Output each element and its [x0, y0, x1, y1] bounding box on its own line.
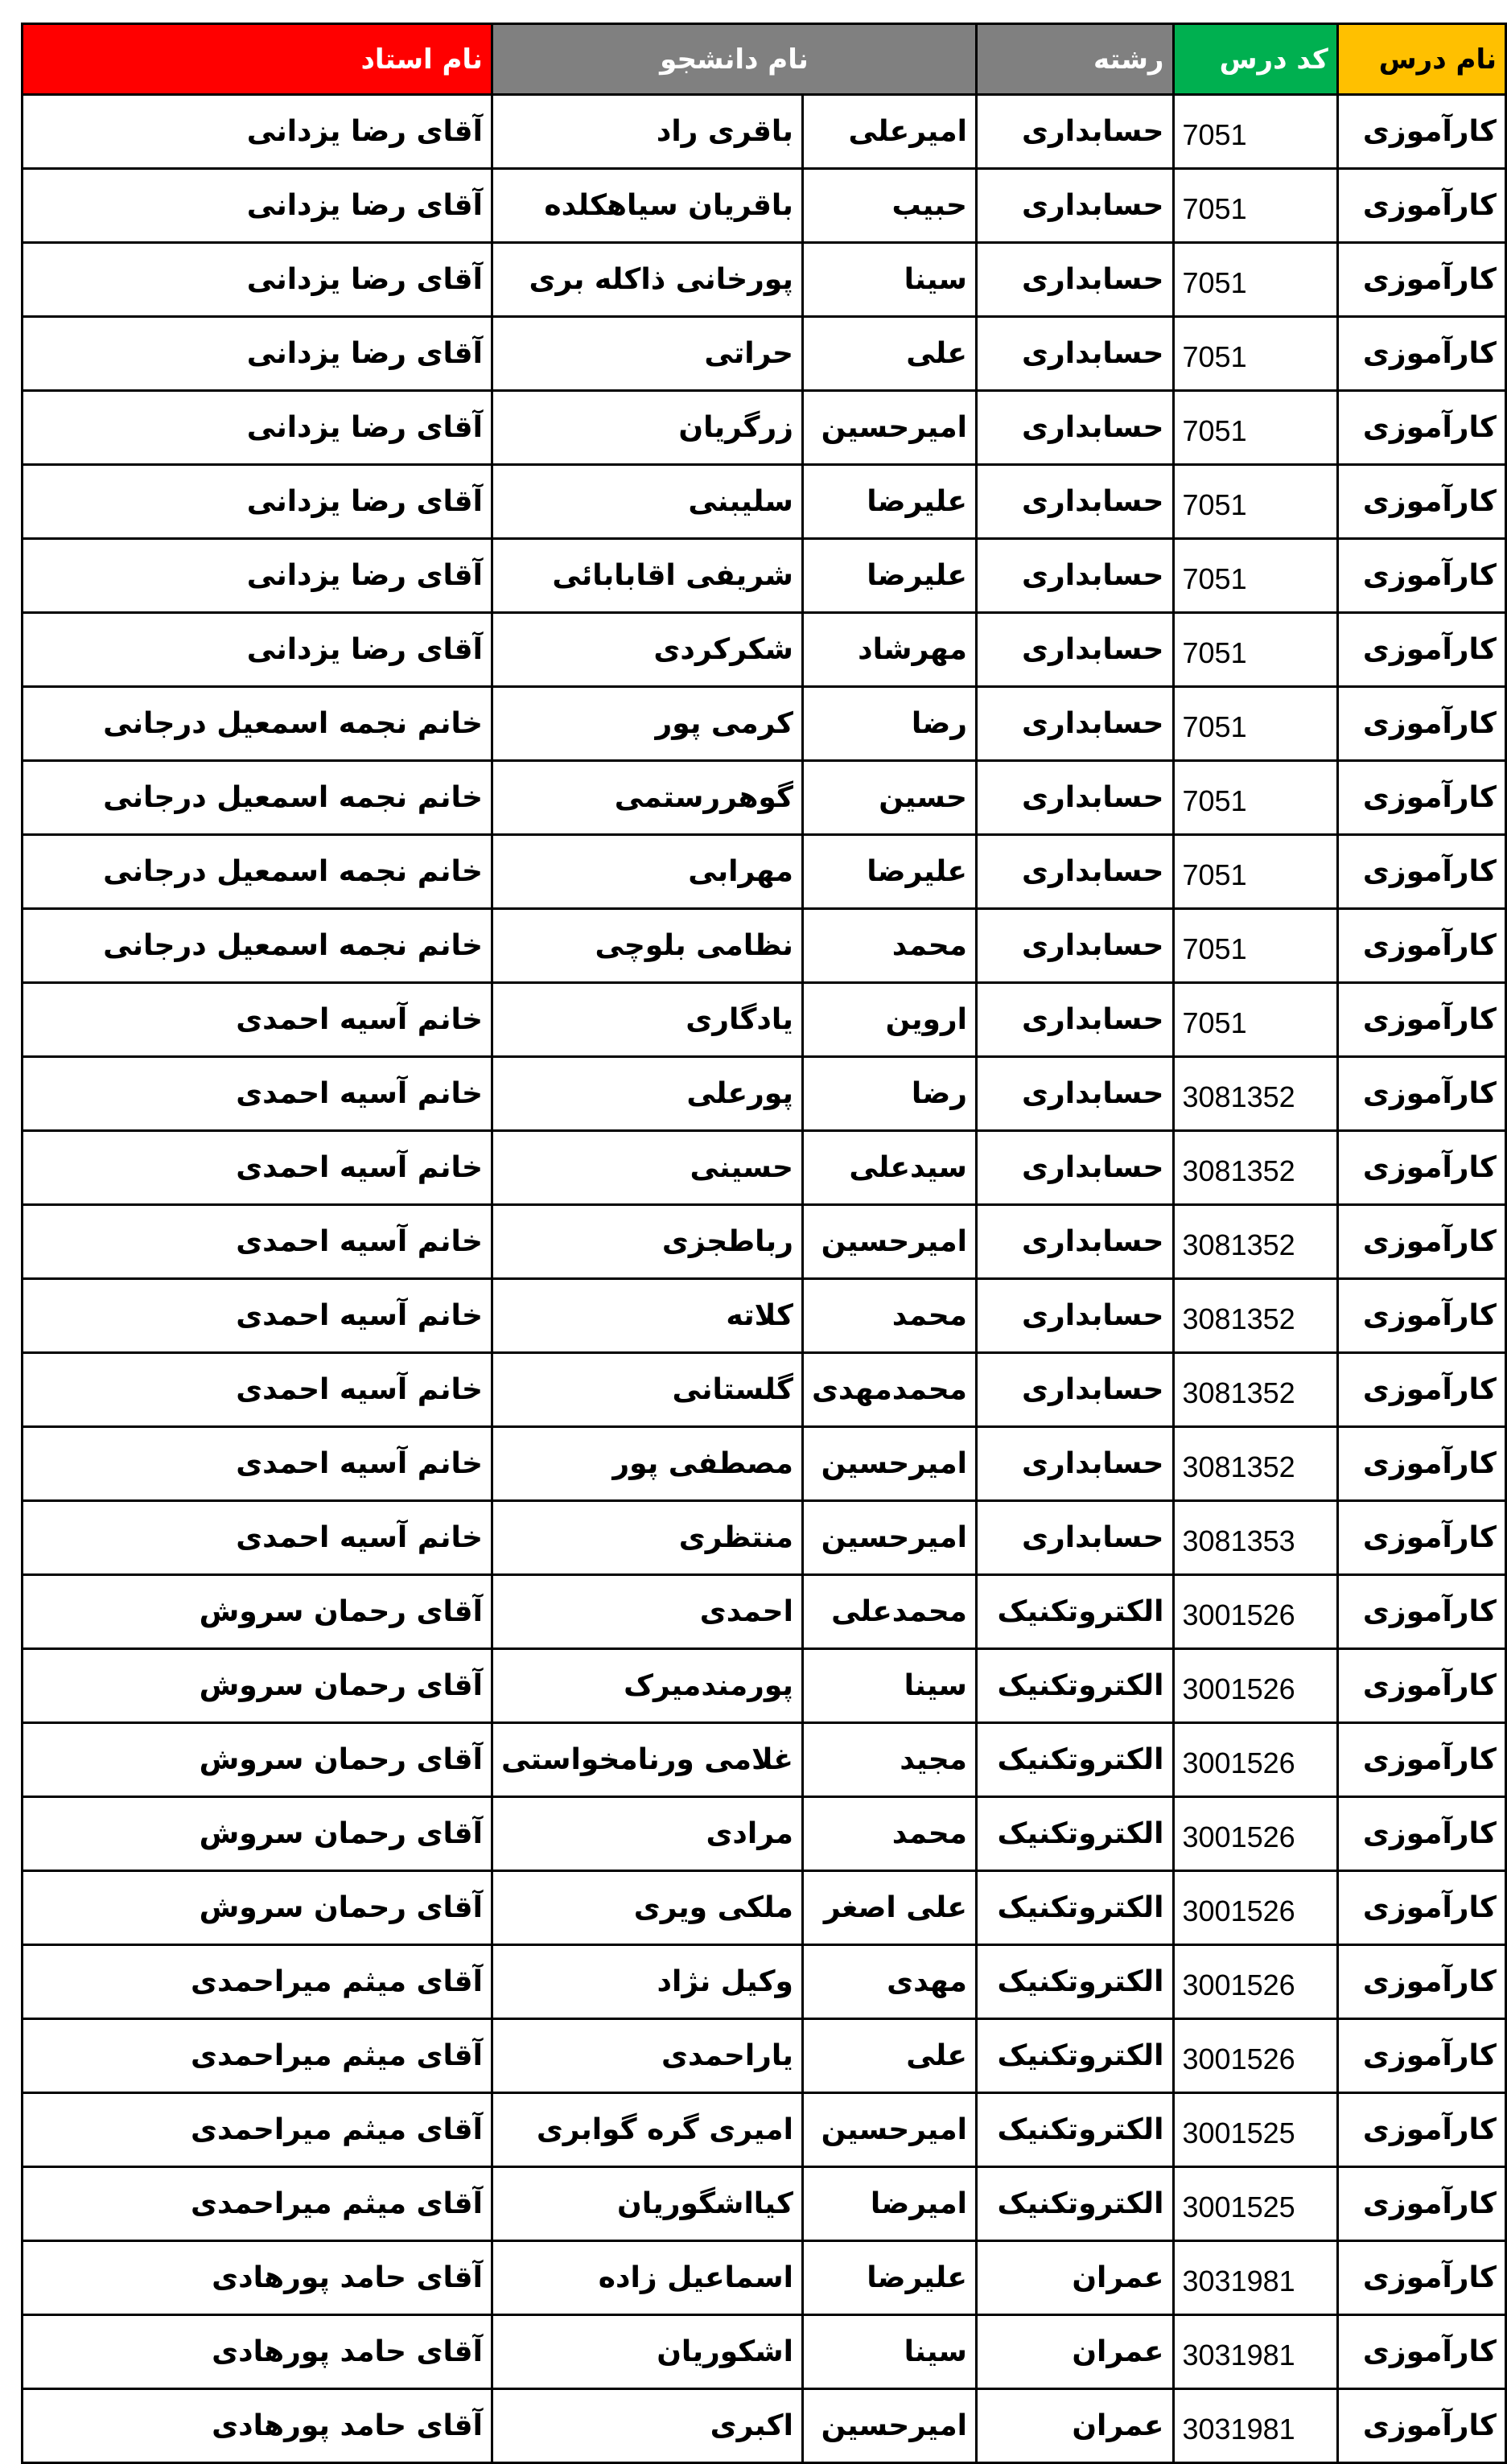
field-cell: حسابداری	[976, 909, 1173, 983]
field-cell: الکتروتکنیک	[976, 1575, 1173, 1649]
table-row	[23, 1723, 1506, 1797]
field-cell: حسابداری	[976, 1057, 1173, 1131]
table-row	[23, 2241, 1506, 2315]
student-first-name-cell: امیرحسین	[802, 1427, 976, 1501]
course-name-cell: کارآموزی	[1337, 1501, 1505, 1575]
course-code-cell: 3081352	[1173, 1205, 1337, 1279]
course-name-cell: کارآموزی	[1337, 983, 1505, 1057]
table-row	[23, 539, 1506, 613]
course-name-cell: کارآموزی	[1337, 1649, 1505, 1723]
student-first-name-cell: محمدعلی	[802, 1575, 976, 1649]
course-code-cell: 3001526	[1173, 1871, 1337, 1945]
course-name-header: نام درس	[1337, 24, 1505, 95]
course-name-cell: کارآموزی	[1337, 1353, 1505, 1427]
student-last-name-cell: مرادی	[492, 1797, 802, 1871]
course-code-cell: 3001525	[1173, 2167, 1337, 2241]
course-name-cell: کارآموزی	[1337, 1723, 1505, 1797]
student-first-name-cell: علیرضا	[802, 2241, 976, 2315]
student-first-name-cell: امیرعلی	[802, 95, 976, 169]
student-first-name-cell: امیرحسین	[802, 391, 976, 465]
table-row	[23, 687, 1506, 761]
instructor-name-cell: خانم آسیه احمدی	[23, 1279, 492, 1353]
field-cell: الکتروتکنیک	[976, 1649, 1173, 1723]
student-last-name-cell: زرگریان	[492, 391, 802, 465]
field-cell: عمران	[976, 2241, 1173, 2315]
instructor-name-cell: خانم نجمه اسمعیل درجانی	[23, 909, 492, 983]
course-name-cell: کارآموزی	[1337, 1575, 1505, 1649]
field-cell: حسابداری	[976, 317, 1173, 391]
table-row	[23, 2019, 1506, 2093]
table-row	[23, 2093, 1506, 2167]
table-row	[23, 391, 1506, 465]
student-last-name-cell: احمدی	[492, 1575, 802, 1649]
student-last-name-cell: اکبری	[492, 2389, 802, 2463]
student-last-name-cell: کیااشگوریان	[492, 2167, 802, 2241]
instructor-name-cell: آقای حامد پورهادی	[23, 2241, 492, 2315]
student-first-name-cell: علی	[802, 317, 976, 391]
student-last-name-cell: منتظری	[492, 1501, 802, 1575]
student-last-name-cell: یادگاری	[492, 983, 802, 1057]
course-name-cell: کارآموزی	[1337, 95, 1505, 169]
student-last-name-cell: نظامی بلوچی	[492, 909, 802, 983]
student-first-name-cell: محمد	[802, 909, 976, 983]
course-code-cell: 3081352	[1173, 1427, 1337, 1501]
instructor-name-cell: آقای رحمان سروش	[23, 1649, 492, 1723]
course-name-cell: کارآموزی	[1337, 909, 1505, 983]
student-last-name-cell: گلستانی	[492, 1353, 802, 1427]
student-first-name-cell: امیرضا	[802, 2167, 976, 2241]
field-cell: حسابداری	[976, 95, 1173, 169]
course-code-cell: 3001526	[1173, 1575, 1337, 1649]
instructor-name-cell: آقای میثم میراحمدی	[23, 2167, 492, 2241]
instructor-name-cell: آقای رضا یزدانی	[23, 243, 492, 317]
student-last-name-cell: کلاته	[492, 1279, 802, 1353]
student-first-name-cell: علیرضا	[802, 835, 976, 909]
table-row	[23, 1871, 1506, 1945]
student-last-name-cell: پورخانی ذاکله بری	[492, 243, 802, 317]
student-last-name-cell: وکیل نژاد	[492, 1945, 802, 2019]
course-code-cell: 7051	[1173, 243, 1337, 317]
field-cell: حسابداری	[976, 1279, 1173, 1353]
table-row	[23, 613, 1506, 687]
student-table	[21, 23, 1507, 2464]
course-name-cell: کارآموزی	[1337, 2389, 1505, 2463]
instructor-name-cell: خانم نجمه اسمعیل درجانی	[23, 687, 492, 761]
table-body	[23, 95, 1506, 2463]
course-name-cell: کارآموزی	[1337, 1871, 1505, 1945]
student-last-name-cell: سلیبنی	[492, 465, 802, 539]
student-last-name-cell: غلامی ورنامخواستی	[492, 1723, 802, 1797]
course-name-cell: کارآموزی	[1337, 613, 1505, 687]
instructor-name-cell: خانم آسیه احمدی	[23, 1057, 492, 1131]
table-row	[23, 1279, 1506, 1353]
instructor-name-cell: آقای رضا یزدانی	[23, 169, 492, 243]
field-cell: حسابداری	[976, 1427, 1173, 1501]
table-row	[23, 1501, 1506, 1575]
instructor-name-cell: آقای میثم میراحمدی	[23, 2019, 492, 2093]
instructor-name-cell: آقای حامد پورهادی	[23, 2389, 492, 2463]
course-name-cell: کارآموزی	[1337, 2093, 1505, 2167]
table-row	[23, 761, 1506, 835]
student-first-name-cell: حسین	[802, 761, 976, 835]
student-first-name-cell: رضا	[802, 1057, 976, 1131]
instructor-name-cell: خانم آسیه احمدی	[23, 1353, 492, 1427]
student-last-name-cell: باقریان سیاهکلده	[492, 169, 802, 243]
course-name-cell: کارآموزی	[1337, 2241, 1505, 2315]
course-code-cell: 7051	[1173, 95, 1337, 169]
student-first-name-cell: امیرحسین	[802, 2389, 976, 2463]
instructor-name-cell: آقای رحمان سروش	[23, 1575, 492, 1649]
student-last-name-cell: حراتی	[492, 317, 802, 391]
field-cell: عمران	[976, 2315, 1173, 2389]
course-name-cell: کارآموزی	[1337, 1279, 1505, 1353]
student-first-name-cell: مجید	[802, 1723, 976, 1797]
course-code-cell: 3001525	[1173, 2093, 1337, 2167]
instructor-name-cell: آقای رضا یزدانی	[23, 391, 492, 465]
course-code-cell: 3001526	[1173, 1649, 1337, 1723]
field-cell: الکتروتکنیک	[976, 2167, 1173, 2241]
field-cell: حسابداری	[976, 391, 1173, 465]
instructor-name-cell: آقای میثم میراحمدی	[23, 2093, 492, 2167]
course-name-cell: کارآموزی	[1337, 391, 1505, 465]
student-last-name-cell: مصطفی پور	[492, 1427, 802, 1501]
course-name-cell: کارآموزی	[1337, 1797, 1505, 1871]
table-row	[23, 1427, 1506, 1501]
table-row	[23, 1575, 1506, 1649]
student-first-name-cell: علیرضا	[802, 465, 976, 539]
course-name-cell: کارآموزی	[1337, 539, 1505, 613]
student-last-name-cell: رباطجزی	[492, 1205, 802, 1279]
course-code-cell: 3031981	[1173, 2389, 1337, 2463]
student-first-name-cell: محمدمهدی	[802, 1353, 976, 1427]
instructor-name-cell: آقای رضا یزدانی	[23, 317, 492, 391]
course-name-cell: کارآموزی	[1337, 687, 1505, 761]
course-code-cell: 3031981	[1173, 2315, 1337, 2389]
course-name-cell: کارآموزی	[1337, 761, 1505, 835]
header-row	[23, 24, 1506, 95]
student-first-name-cell: امیرحسین	[802, 1501, 976, 1575]
field-cell: حسابداری	[976, 169, 1173, 243]
course-code-cell: 7051	[1173, 983, 1337, 1057]
instructor-name-cell: آقای رحمان سروش	[23, 1871, 492, 1945]
table-row	[23, 1131, 1506, 1205]
instructor-name-cell: آقای رحمان سروش	[23, 1723, 492, 1797]
table-row	[23, 909, 1506, 983]
field-cell: حسابداری	[976, 1353, 1173, 1427]
student-first-name-cell: امیرحسین	[802, 1205, 976, 1279]
table-row	[23, 2389, 1506, 2463]
student-first-name-cell: علی	[802, 2019, 976, 2093]
instructor-name-cell: خانم آسیه احمدی	[23, 1427, 492, 1501]
course-code-cell: 3031981	[1173, 2241, 1337, 2315]
field-cell: الکتروتکنیک	[976, 1723, 1173, 1797]
field-cell: الکتروتکنیک	[976, 2093, 1173, 2167]
field-cell: حسابداری	[976, 1131, 1173, 1205]
student-last-name-cell: ملکی ویری	[492, 1871, 802, 1945]
course-code-cell: 7051	[1173, 391, 1337, 465]
course-code-cell: 3001526	[1173, 1723, 1337, 1797]
student-first-name-cell: محمد	[802, 1279, 976, 1353]
table-row	[23, 317, 1506, 391]
table-row	[23, 1649, 1506, 1723]
table-row	[23, 1205, 1506, 1279]
student-first-name-cell: محمد	[802, 1797, 976, 1871]
course-name-cell: کارآموزی	[1337, 465, 1505, 539]
course-name-cell: کارآموزی	[1337, 169, 1505, 243]
table-row	[23, 835, 1506, 909]
student-first-name-cell: امیرحسین	[802, 2093, 976, 2167]
instructor-name-cell: آقای میثم میراحمدی	[23, 1945, 492, 2019]
student-first-name-cell: حبیب	[802, 169, 976, 243]
course-code-cell: 7051	[1173, 835, 1337, 909]
field-cell: حسابداری	[976, 539, 1173, 613]
table-row	[23, 95, 1506, 169]
student-first-name-cell: مهدی	[802, 1945, 976, 2019]
course-code-cell: 7051	[1173, 169, 1337, 243]
course-name-cell: کارآموزی	[1337, 1131, 1505, 1205]
student-first-name-cell: سینا	[802, 1649, 976, 1723]
course-name-cell: کارآموزی	[1337, 1427, 1505, 1501]
student-first-name-cell: مهرشاد	[802, 613, 976, 687]
table-row	[23, 2167, 1506, 2241]
field-cell: الکتروتکنیک	[976, 2019, 1173, 2093]
student-first-name-cell: رضا	[802, 687, 976, 761]
field-header: رشته	[976, 24, 1173, 95]
instructor-name-cell: خانم آسیه احمدی	[23, 1205, 492, 1279]
field-cell: حسابداری	[976, 761, 1173, 835]
field-cell: حسابداری	[976, 1205, 1173, 1279]
instructor-name-header: نام استاد	[23, 24, 492, 95]
table-row	[23, 169, 1506, 243]
field-cell: عمران	[976, 2389, 1173, 2463]
instructor-name-cell: خانم نجمه اسمعیل درجانی	[23, 835, 492, 909]
instructor-name-cell: خانم نجمه اسمعیل درجانی	[23, 761, 492, 835]
instructor-name-cell: آقای رضا یزدانی	[23, 613, 492, 687]
course-name-cell: کارآموزی	[1337, 2167, 1505, 2241]
student-last-name-cell: باقری راد	[492, 95, 802, 169]
field-cell: حسابداری	[976, 687, 1173, 761]
student-last-name-cell: شریفی اقابابائی	[492, 539, 802, 613]
course-code-cell: 3001526	[1173, 2019, 1337, 2093]
course-name-cell: کارآموزی	[1337, 1205, 1505, 1279]
course-code-header: کد درس	[1173, 24, 1337, 95]
course-name-cell: کارآموزی	[1337, 243, 1505, 317]
student-last-name-cell: امیری گره گوابری	[492, 2093, 802, 2167]
field-cell: حسابداری	[976, 983, 1173, 1057]
student-last-name-cell: پورعلی	[492, 1057, 802, 1131]
course-name-cell: کارآموزی	[1337, 1057, 1505, 1131]
table-row	[23, 243, 1506, 317]
student-first-name-cell: اروین	[802, 983, 976, 1057]
student-last-name-cell: مهرابی	[492, 835, 802, 909]
course-code-cell: 7051	[1173, 539, 1337, 613]
course-code-cell: 7051	[1173, 317, 1337, 391]
student-name-header: نام دانشجو	[492, 24, 976, 95]
student-last-name-cell: کرمی پور	[492, 687, 802, 761]
student-first-name-cell: سینا	[802, 243, 976, 317]
student-last-name-cell: حسینی	[492, 1131, 802, 1205]
instructor-name-cell: خانم آسیه احمدی	[23, 1131, 492, 1205]
course-code-cell: 7051	[1173, 613, 1337, 687]
table-row	[23, 465, 1506, 539]
student-first-name-cell: سینا	[802, 2315, 976, 2389]
field-cell: حسابداری	[976, 465, 1173, 539]
field-cell: الکتروتکنیک	[976, 1945, 1173, 2019]
student-last-name-cell: اسماعیل زاده	[492, 2241, 802, 2315]
student-last-name-cell: گوهررستمی	[492, 761, 802, 835]
table-row	[23, 983, 1506, 1057]
instructor-name-cell: آقای رضا یزدانی	[23, 95, 492, 169]
course-name-cell: کارآموزی	[1337, 2019, 1505, 2093]
instructor-name-cell: آقای رضا یزدانی	[23, 539, 492, 613]
field-cell: حسابداری	[976, 835, 1173, 909]
student-last-name-cell: اشکوریان	[492, 2315, 802, 2389]
course-code-cell: 7051	[1173, 761, 1337, 835]
student-first-name-cell: علیرضا	[802, 539, 976, 613]
course-code-cell: 3081352	[1173, 1353, 1337, 1427]
field-cell: الکتروتکنیک	[976, 1871, 1173, 1945]
table-row	[23, 1353, 1506, 1427]
course-code-cell: 3081352	[1173, 1131, 1337, 1205]
instructor-name-cell: آقای رحمان سروش	[23, 1797, 492, 1871]
student-first-name-cell: علی اصغر	[802, 1871, 976, 1945]
field-cell: حسابداری	[976, 1501, 1173, 1575]
instructor-name-cell: خانم آسیه احمدی	[23, 983, 492, 1057]
course-code-cell: 3081353	[1173, 1501, 1337, 1575]
instructor-name-cell: خانم آسیه احمدی	[23, 1501, 492, 1575]
field-cell: حسابداری	[976, 243, 1173, 317]
course-code-cell: 7051	[1173, 687, 1337, 761]
student-last-name-cell: شکرکردی	[492, 613, 802, 687]
course-code-cell: 3001526	[1173, 1797, 1337, 1871]
course-name-cell: کارآموزی	[1337, 835, 1505, 909]
instructor-name-cell: آقای حامد پورهادی	[23, 2315, 492, 2389]
field-cell: حسابداری	[976, 613, 1173, 687]
table-row	[23, 1057, 1506, 1131]
table-row	[23, 2315, 1506, 2389]
instructor-name-cell: آقای رضا یزدانی	[23, 465, 492, 539]
student-first-name-cell: سیدعلی	[802, 1131, 976, 1205]
student-last-name-cell: پورمندمیرک	[492, 1649, 802, 1723]
course-code-cell: 7051	[1173, 465, 1337, 539]
student-last-name-cell: یاراحمدی	[492, 2019, 802, 2093]
course-name-cell: کارآموزی	[1337, 1945, 1505, 2019]
course-code-cell: 3001526	[1173, 1945, 1337, 2019]
field-cell: الکتروتکنیک	[976, 1797, 1173, 1871]
course-code-cell: 7051	[1173, 909, 1337, 983]
course-name-cell: کارآموزی	[1337, 2315, 1505, 2389]
course-code-cell: 3081352	[1173, 1279, 1337, 1353]
table-row	[23, 1797, 1506, 1871]
course-name-cell: کارآموزی	[1337, 317, 1505, 391]
table-row	[23, 1945, 1506, 2019]
course-code-cell: 3081352	[1173, 1057, 1337, 1131]
